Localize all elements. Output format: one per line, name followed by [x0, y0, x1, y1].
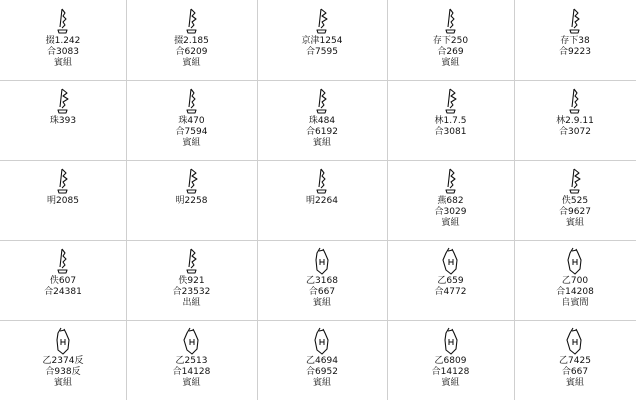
source-citation-line: 明2258	[175, 196, 208, 206]
source-citation-line: 乙2513	[175, 356, 208, 366]
character-cell	[282, 6, 362, 58]
source-citation-line: 存下38	[560, 36, 590, 46]
character-cell	[411, 246, 491, 298]
pot-glyph-icon	[440, 246, 462, 276]
pot-glyph-icon	[564, 246, 586, 276]
character-cell	[152, 166, 232, 207]
source-citation-line: 珠484	[308, 116, 336, 126]
source-citation-line: 賓組	[565, 378, 584, 388]
source-citation-line: 燕682	[437, 196, 464, 206]
flag-glyph-icon	[440, 166, 462, 196]
character-cell	[535, 246, 615, 309]
flag-glyph-icon	[52, 166, 74, 196]
source-citation-line: 合6209	[175, 47, 208, 57]
character-cell	[411, 6, 491, 69]
source-citation-line: 合3072	[559, 127, 591, 137]
flag-glyph-icon	[311, 86, 333, 116]
character-cell	[411, 166, 491, 229]
source-citation-line: 賓組	[312, 298, 331, 308]
flag-glyph-icon	[311, 6, 333, 36]
source-citation-line: 乙7425	[559, 356, 591, 366]
source-citation-line: 出組	[182, 298, 201, 308]
source-citation-line: 合14208	[556, 287, 594, 297]
pot-glyph-icon	[52, 326, 74, 356]
source-citation-line: 乙6809	[434, 356, 467, 366]
flag-glyph-icon	[52, 246, 74, 276]
source-citation-line: 存下250	[432, 36, 469, 46]
flag-glyph-icon	[181, 166, 203, 196]
pot-glyph-icon	[564, 326, 586, 356]
character-cell	[282, 86, 362, 149]
character-cell	[23, 86, 103, 127]
source-citation-line: 掇1.242	[45, 36, 81, 46]
character-cell	[23, 6, 103, 69]
character-cell	[282, 246, 362, 309]
flag-glyph-icon	[440, 6, 462, 36]
source-citation-line: 京津1254	[301, 36, 343, 46]
grid-column-divider	[387, 0, 388, 400]
source-citation-line: 賓組	[182, 58, 201, 68]
character-cell	[411, 326, 491, 389]
character-cell	[282, 326, 362, 389]
character-cell	[23, 246, 103, 298]
flag-glyph-icon	[564, 166, 586, 196]
grid-row-divider	[0, 320, 636, 321]
source-citation-line: 合6952	[306, 367, 338, 377]
source-citation-line: 賓組	[182, 138, 201, 148]
flag-glyph-icon	[181, 246, 203, 276]
grid-row-divider	[0, 240, 636, 241]
source-citation-line: 佚607	[49, 276, 77, 286]
character-cell	[152, 6, 232, 69]
source-citation-line: 佚525	[561, 196, 589, 206]
source-citation-line: 合269	[437, 47, 464, 57]
source-citation-line: 賓組	[312, 378, 331, 388]
source-citation-line: 乙659	[437, 276, 464, 286]
character-cell	[23, 326, 103, 389]
source-citation-line: 明2264	[306, 196, 338, 206]
character-cell	[23, 166, 103, 207]
source-citation-line: 合3081	[434, 127, 467, 137]
source-citation-line: 珠470	[178, 116, 205, 126]
source-citation-line: 𠂤賓間	[561, 298, 589, 308]
source-citation-line: 賓組	[441, 378, 460, 388]
source-citation-line: 合6192	[306, 127, 338, 137]
source-citation-line: 合667	[561, 367, 589, 377]
flag-glyph-icon	[564, 86, 586, 116]
character-cell	[535, 86, 615, 138]
character-cell	[152, 246, 232, 309]
pot-glyph-icon	[311, 326, 333, 356]
source-citation-line: 合3083	[47, 47, 79, 57]
flag-glyph-icon	[181, 86, 203, 116]
grid-column-divider	[514, 0, 515, 400]
source-citation-line: 珠393	[49, 116, 77, 126]
source-citation-line: 乙4694	[306, 356, 338, 366]
flag-glyph-icon	[181, 6, 203, 36]
source-citation-line: 明2085	[47, 196, 79, 206]
source-citation-line: 合667	[308, 287, 336, 297]
source-citation-line: 賓組	[53, 58, 72, 68]
character-cell	[152, 86, 232, 149]
flag-glyph-icon	[440, 86, 462, 116]
source-citation-line: 合14128	[431, 367, 470, 377]
source-citation-line: 賓組	[182, 378, 201, 388]
source-citation-line: 合23532	[172, 287, 211, 297]
character-cell	[535, 6, 615, 58]
flag-glyph-icon	[52, 6, 74, 36]
character-cell	[411, 86, 491, 138]
grid-row-divider	[0, 160, 636, 161]
flag-glyph-icon	[564, 6, 586, 36]
source-citation-line: 賓組	[441, 218, 460, 228]
source-citation-line: 合938反	[45, 367, 81, 377]
source-citation-line: 賓組	[53, 378, 72, 388]
source-citation-line: 佚921	[178, 276, 205, 286]
grid-row-divider	[0, 80, 636, 81]
source-citation-line: 合7594	[175, 127, 208, 137]
character-cell	[282, 166, 362, 207]
source-citation-line: 賓組	[441, 58, 460, 68]
source-citation-line: 合9627	[559, 207, 591, 217]
character-cell	[152, 326, 232, 389]
source-citation-line: 合7595	[306, 47, 338, 57]
grid-column-divider	[126, 0, 127, 400]
source-citation-line: 合4772	[434, 287, 467, 297]
character-cell	[535, 326, 615, 389]
pot-glyph-icon	[181, 326, 203, 356]
character-cell	[535, 166, 615, 229]
source-citation-line: 賓組	[565, 218, 584, 228]
source-citation-line: 林1.7.5	[434, 116, 467, 126]
source-citation-line: 合14128	[172, 367, 211, 377]
source-citation-line: 掇2.185	[174, 36, 209, 46]
flag-glyph-icon	[311, 166, 333, 196]
source-citation-line: 合9223	[559, 47, 591, 57]
pot-glyph-icon	[311, 246, 333, 276]
source-citation-line: 乙3168	[306, 276, 338, 286]
source-citation-line: 合3029	[434, 207, 467, 217]
flag-glyph-icon	[52, 86, 74, 116]
source-citation-line: 乙2374反	[42, 356, 84, 366]
pot-glyph-icon	[440, 326, 462, 356]
source-citation-line: 林2.9.11	[556, 116, 594, 126]
source-citation-line: 合24381	[44, 287, 82, 297]
source-citation-line: 賓組	[312, 138, 331, 148]
source-citation-line: 乙700	[561, 276, 589, 286]
grid-column-divider	[257, 0, 258, 400]
